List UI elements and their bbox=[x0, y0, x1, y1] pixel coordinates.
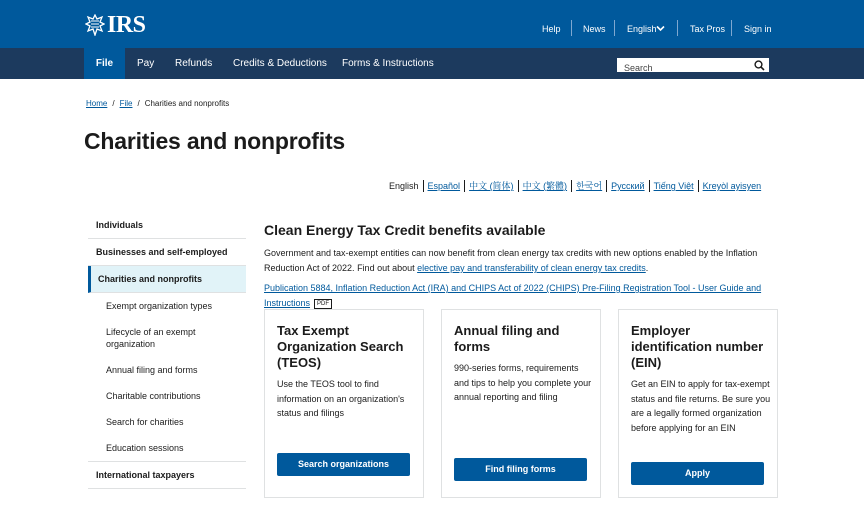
sidebar-item-annual-filing[interactable]: Annual filing and forms bbox=[106, 365, 198, 375]
language-selector bbox=[389, 180, 765, 192]
intro-paragraph: Government and tax-exempt entities can now benefit from clean energy tax credits with new options enabled by the Inflation Reduction Act of 2022. Find out about elective pay and transferability of clean energy tax credits. bbox=[264, 248, 758, 273]
nav-refunds[interactable]: Refunds bbox=[175, 58, 213, 69]
sidebar-item-education-sessions[interactable]: Education sessions bbox=[88, 435, 246, 462]
sidebar-item-charitable-contributions[interactable]: Charitable contributions bbox=[106, 391, 201, 401]
lang-vietnamese[interactable]: Tiếng Việt bbox=[649, 180, 698, 192]
lang-russian[interactable]: Русский bbox=[606, 180, 648, 192]
section-heading: Clean Energy Tax Credit benefits available bbox=[264, 222, 546, 238]
nav-pay[interactable]: Pay bbox=[137, 58, 155, 69]
nav-credits-deductions[interactable]: Credits & Deductions bbox=[233, 58, 327, 69]
irs-logo[interactable] bbox=[85, 13, 146, 37]
news-link[interactable]: News bbox=[583, 24, 606, 34]
publication-paragraph bbox=[264, 281, 784, 311]
card-description: 990-series forms, requirements and tips to help you complete your annual reporting and filing bbox=[454, 363, 592, 403]
breadcrumb-file[interactable]: File bbox=[119, 99, 133, 108]
chevron-down-icon[interactable] bbox=[656, 25, 665, 32]
card-title: Annual filing and forms bbox=[454, 323, 560, 354]
nav-file[interactable]: File bbox=[84, 48, 125, 79]
main-content bbox=[264, 222, 784, 311]
lang-spanish[interactable]: Español bbox=[423, 180, 465, 192]
util-divider bbox=[677, 20, 678, 36]
lang-chinese-traditional[interactable]: 中文 (繁體) bbox=[518, 180, 572, 192]
search-organizations-button[interactable]: Search organizations bbox=[277, 453, 410, 476]
nav-forms-instructions[interactable]: Forms & Instructions bbox=[342, 58, 434, 69]
language-menu[interactable]: English bbox=[627, 24, 657, 34]
util-divider bbox=[614, 20, 615, 36]
sidebar-item-individuals[interactable]: Individuals bbox=[88, 212, 246, 239]
util-divider bbox=[571, 20, 572, 36]
breadcrumb-current: Charities and nonprofits bbox=[144, 99, 230, 108]
side-nav bbox=[88, 212, 246, 489]
find-filing-forms-button[interactable]: Find filing forms bbox=[454, 458, 587, 481]
page-title: Charities and nonprofits bbox=[84, 128, 345, 154]
breadcrumb: Home / File / Charities and nonprofits bbox=[86, 99, 230, 108]
top-header bbox=[0, 0, 864, 48]
sidebar-item-search-charities[interactable]: Search for charities bbox=[106, 417, 184, 427]
sidebar-item-businesses[interactable]: Businesses and self-employed bbox=[88, 239, 246, 266]
card-title: Tax Exempt Organization Search (TEOS) bbox=[277, 323, 404, 370]
lang-english: English bbox=[389, 181, 419, 191]
tax-pros-link[interactable]: Tax Pros bbox=[690, 24, 726, 34]
publication-5884-link[interactable]: Publication 5884, Inflation Reduction Act (IRA) and CHIPS Act of 2022 (CHIPS) Pre-Filing Registration Tool - User Guide and Instructions bbox=[264, 283, 762, 308]
sidebar-item-international[interactable]: International taxpayers bbox=[88, 462, 246, 489]
search-icon[interactable] bbox=[754, 60, 765, 71]
card-description: Use the TEOS tool to find information on an organization's status and filings bbox=[277, 379, 405, 419]
help-link[interactable]: Help bbox=[542, 24, 561, 34]
search-input[interactable] bbox=[617, 61, 747, 75]
card-title: Employer identification number (EIN) bbox=[631, 323, 764, 370]
pdf-badge: PDF bbox=[314, 299, 332, 309]
lang-korean[interactable]: 한국어 bbox=[571, 180, 606, 192]
breadcrumb-home[interactable]: Home bbox=[86, 99, 108, 108]
elective-pay-link[interactable]: elective pay and transferability of clean energy tax credits bbox=[417, 263, 646, 273]
search-box bbox=[616, 57, 770, 73]
lang-chinese-simplified[interactable]: 中文 (简体) bbox=[464, 180, 518, 192]
card-annual-filing bbox=[441, 309, 601, 498]
logo-text: IRS bbox=[107, 12, 146, 38]
util-divider bbox=[731, 20, 732, 36]
sign-in-link[interactable]: Sign in bbox=[744, 24, 772, 34]
lang-haitian-creole[interactable]: Kreyòl ayisyen bbox=[698, 180, 766, 192]
sidebar-item-charities[interactable]: Charities and nonprofits bbox=[88, 266, 246, 293]
sidebar-item-exempt-org-types[interactable]: Exempt organization types bbox=[106, 301, 213, 311]
card-ein bbox=[618, 309, 778, 498]
eagle-icon bbox=[85, 14, 105, 36]
apply-button[interactable]: Apply bbox=[631, 462, 764, 485]
sidebar-item-lifecycle[interactable]: Lifecycle of an exempt organization bbox=[106, 327, 196, 349]
card-teos bbox=[264, 309, 424, 498]
card-description: Get an EIN to apply for tax-exempt status and file returns. Be sure you are a legally formed organization before applying for an EIN bbox=[631, 379, 771, 434]
